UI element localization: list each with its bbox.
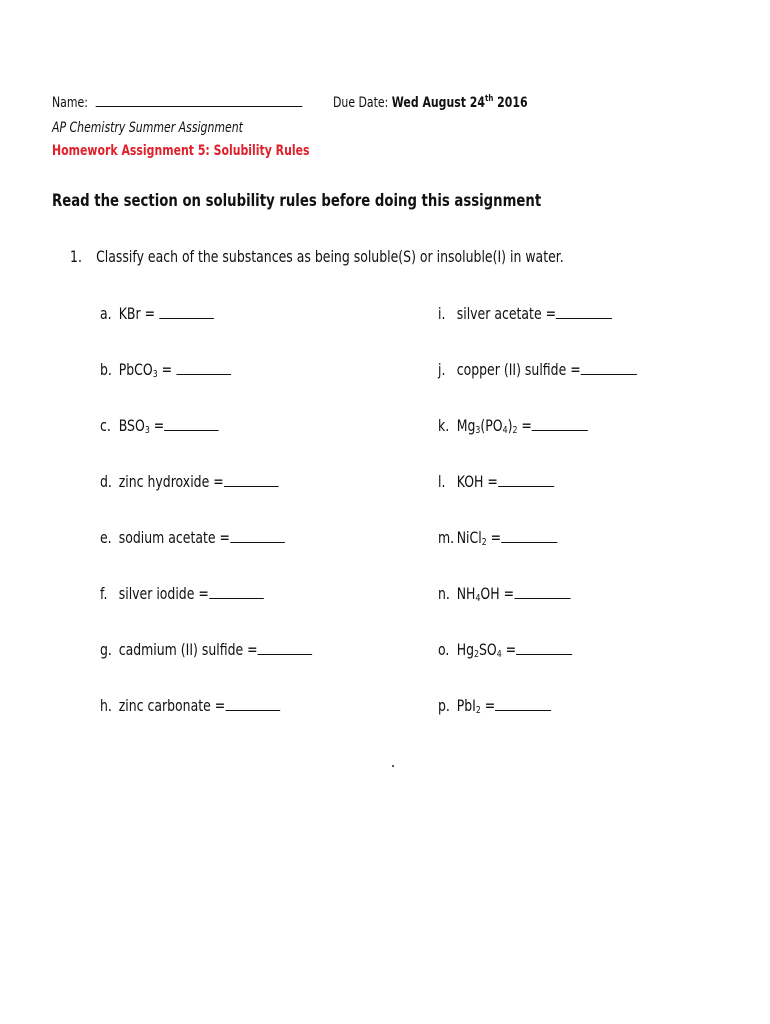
item-text: (PO	[480, 416, 503, 435]
answer-item	[100, 360, 231, 380]
due-date-suffix: th	[485, 94, 494, 104]
item-text: Mg	[456, 416, 476, 435]
answer-item	[438, 304, 612, 324]
item-text: =	[486, 528, 502, 547]
answer-item	[438, 528, 557, 548]
item-text: =	[517, 416, 532, 435]
item-text: SO	[478, 640, 497, 659]
answer-item	[438, 584, 570, 604]
assignment-title: Homework Assignment 5: Solubility Rules	[52, 143, 310, 159]
item-text: Hg	[456, 640, 475, 659]
name-blank-line	[96, 94, 303, 107]
answer-item	[100, 584, 263, 604]
answer-blank-line[interactable]	[159, 304, 214, 319]
item-text: =	[149, 416, 165, 435]
item-label: f.	[100, 584, 108, 603]
formula-subscript: 2	[475, 705, 481, 716]
formula-subscript: 4	[475, 593, 481, 604]
name-label: Name:	[52, 95, 88, 111]
answer-item	[438, 640, 572, 660]
answer-blank-line[interactable]	[164, 416, 219, 431]
item-text: BSO	[118, 416, 145, 435]
item-text: PbCO	[118, 360, 153, 379]
item-label: a.	[100, 304, 112, 323]
question-number: 1.	[70, 247, 82, 266]
item-text: )	[507, 416, 513, 435]
due-date-label: Due Date:	[333, 95, 389, 111]
item-label: i.	[438, 304, 446, 323]
answer-blank-line[interactable]	[556, 304, 612, 319]
answer-blank-line[interactable]	[516, 640, 572, 655]
answer-blank-line[interactable]	[176, 360, 231, 375]
item-text: =	[480, 696, 496, 715]
answer-item	[100, 472, 278, 492]
item-text: NH	[456, 584, 476, 603]
name-row	[52, 94, 302, 112]
item-text: KBr =	[118, 304, 159, 323]
answer-blank-line[interactable]	[495, 696, 551, 711]
item-label: c.	[100, 416, 111, 435]
formula-subscript: 2	[474, 649, 479, 660]
formula-subscript: 4	[502, 425, 508, 436]
item-label: g.	[100, 640, 112, 659]
item-label: m.	[438, 528, 455, 547]
answer-blank-line[interactable]	[532, 416, 588, 431]
answer-blank-line[interactable]	[501, 528, 557, 543]
answer-item	[100, 416, 219, 436]
item-label: b.	[100, 360, 112, 379]
answer-blank-line[interactable]	[225, 696, 280, 711]
item-label: j.	[438, 360, 446, 379]
answer-item	[438, 360, 637, 380]
answer-item	[438, 472, 554, 492]
item-label: l.	[438, 472, 446, 491]
due-date-year: 2016	[493, 95, 528, 111]
item-label: n.	[438, 584, 450, 603]
item-text: zinc carbonate =	[118, 696, 226, 715]
item-text: =	[157, 360, 177, 379]
item-label: o.	[438, 640, 450, 659]
due-date-value: Wed August 24	[391, 95, 486, 111]
item-text: =	[501, 640, 517, 659]
answer-item	[100, 528, 285, 548]
item-text: zinc hydroxide =	[118, 472, 224, 491]
answer-blank-line[interactable]	[258, 640, 313, 655]
answer-blank-line[interactable]	[224, 472, 279, 487]
answer-item	[100, 640, 312, 660]
item-text: cadmium (II) sulfide =	[118, 640, 258, 659]
formula-subscript: 2	[481, 537, 487, 548]
question-1	[70, 247, 564, 267]
formula-subscript: 4	[496, 649, 502, 660]
answer-blank-line[interactable]	[581, 360, 637, 375]
answer-blank-line[interactable]	[498, 472, 554, 487]
item-label: h.	[100, 696, 112, 715]
item-text: NiCl	[456, 528, 482, 547]
item-text: PbI	[456, 696, 476, 715]
item-text: OH =	[480, 584, 515, 603]
stray-dot	[392, 765, 394, 767]
item-text: KOH =	[456, 472, 498, 491]
formula-subscript: 2	[512, 425, 518, 436]
course-title: AP Chemistry Summer Assignment	[52, 120, 243, 136]
answer-item	[438, 416, 588, 436]
formula-subscript: 3	[475, 425, 481, 436]
answer-item	[438, 696, 551, 716]
question-text: Classify each of the substances as being soluble(S) or insoluble(I) in water.	[96, 247, 564, 266]
section-heading: Read the section on solubility rules before doing this assignment	[52, 191, 542, 211]
due-date-row	[333, 94, 528, 112]
item-label: e.	[100, 528, 112, 547]
item-text: copper (II) sulfide =	[456, 360, 581, 379]
item-label: p.	[438, 696, 450, 715]
item-text: silver iodide =	[118, 584, 209, 603]
formula-subscript: 3	[152, 369, 158, 380]
item-text: sodium acetate =	[118, 528, 231, 547]
item-text: silver acetate =	[456, 304, 557, 323]
answer-item	[100, 696, 280, 716]
formula-subscript: 3	[144, 425, 150, 436]
item-label: k.	[438, 416, 450, 435]
answer-item	[100, 304, 214, 324]
answer-blank-line[interactable]	[230, 528, 285, 543]
item-label: d.	[100, 472, 112, 491]
answer-blank-line[interactable]	[209, 584, 264, 599]
answer-blank-line[interactable]	[514, 584, 570, 599]
